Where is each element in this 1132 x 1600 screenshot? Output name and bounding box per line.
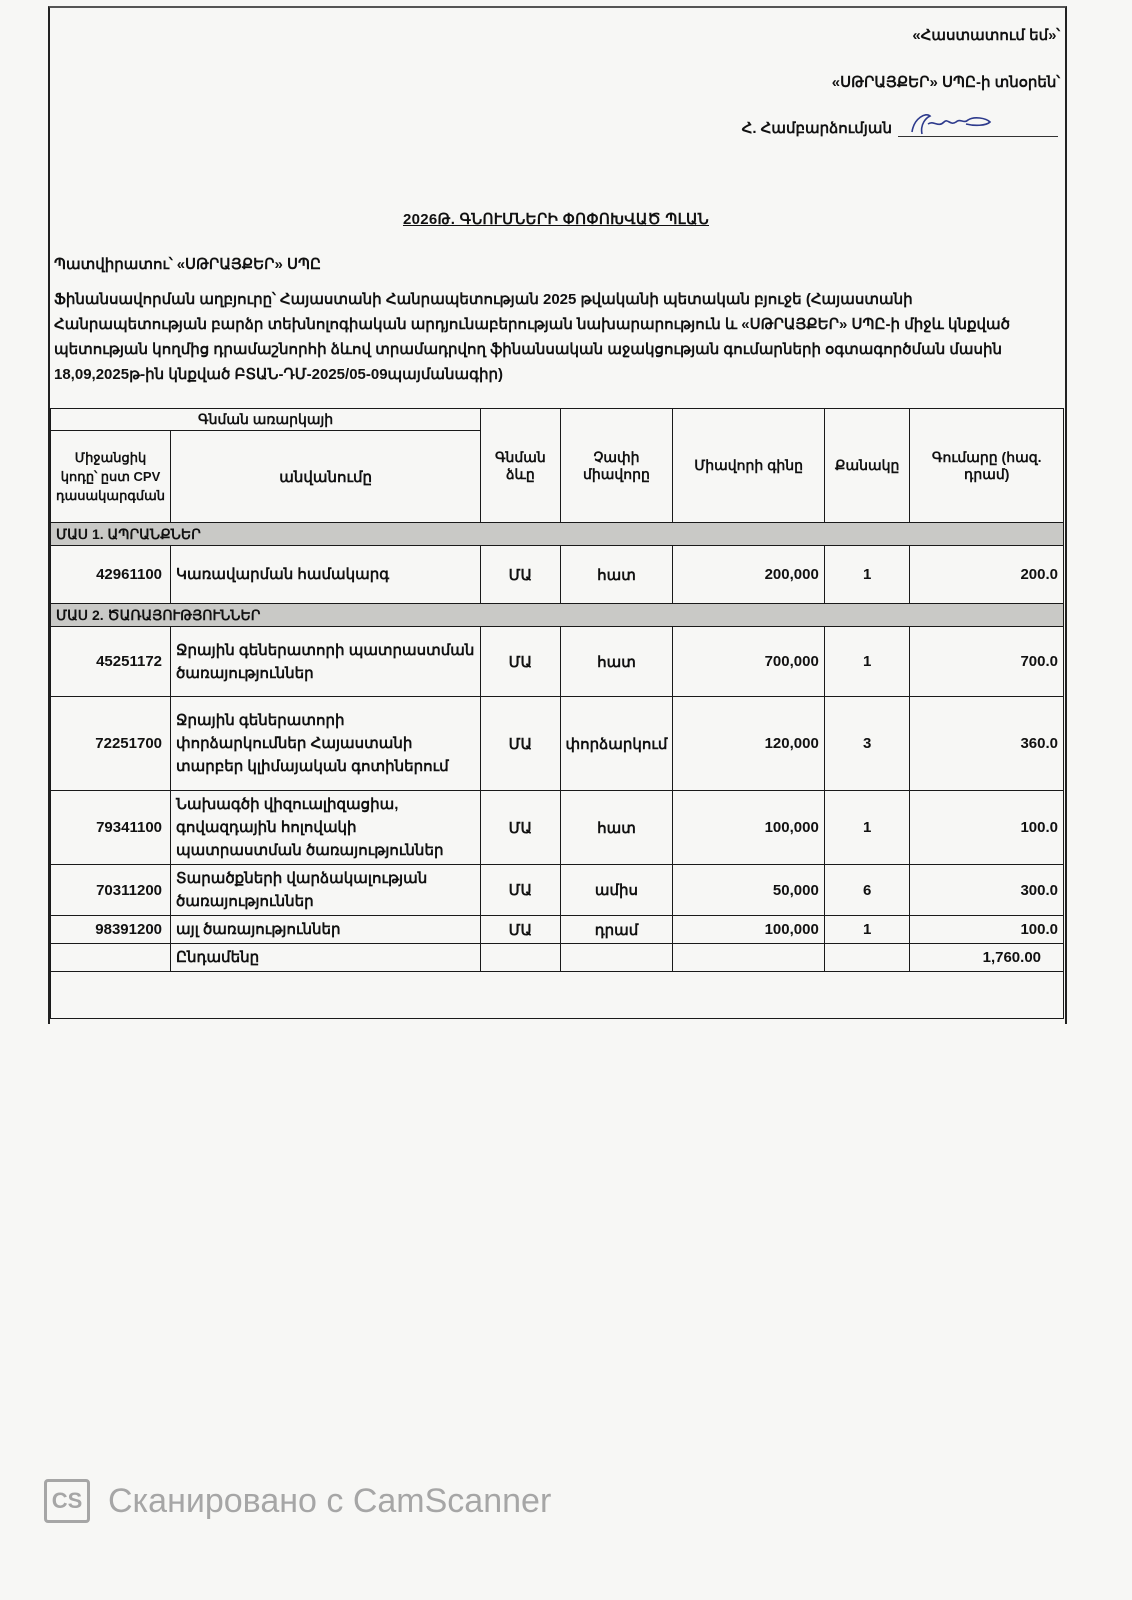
cell-unit-price: 100,000 <box>673 916 824 944</box>
cell-unit-price: 700,000 <box>673 627 824 697</box>
total-row <box>51 944 1064 972</box>
watermark-text: Сканировано с CamScanner <box>108 1481 552 1520</box>
signature-icon <box>904 110 994 138</box>
cell-unit-price: 50,000 <box>673 865 824 916</box>
table-row <box>51 546 1064 604</box>
cell-unit-price: 200,000 <box>673 546 824 604</box>
cell-quantity: 1 <box>824 916 910 944</box>
cell-method: ՄԱ <box>481 791 560 865</box>
cell-unit: հատ <box>560 546 673 604</box>
cell-unit: հատ <box>560 791 673 865</box>
procurement-plan-table <box>50 408 1064 1019</box>
cell-amount: 360.0 <box>910 697 1064 791</box>
header-subject-group: Գնման առարկայի <box>51 409 481 431</box>
header-quantity: Քանակը <box>824 409 910 523</box>
cell-amount: 100.0 <box>910 791 1064 865</box>
total-label: Ընդամենը <box>171 944 481 972</box>
cell-method: ՄԱ <box>481 546 560 604</box>
funding-source: Ֆինանսավորման աղբյուրը՝ Հայաստանի Հանրապետության 2025 թվականի պետական բյուջե (Հայաստանի Հանրապետության բարձր տեխնոլոգիական արդյունաբերության նախարարություն և «ՍԹՐԱՅՔԵՐ» ՍՊԸ-ի միջև կնքված պետության կողմից դրամաշնորհի ձևով տրամադրվող ֆինանսական աջակցության գումարների օգտագործման մասին 18,09,2025թ-ին կնքված ԲՏԱՆ-ԴՄ-2025/05-09պայմանագիր) <box>54 291 1010 383</box>
cell-quantity: 1 <box>824 546 910 604</box>
camscanner-watermark <box>44 1479 551 1523</box>
cell-quantity: 3 <box>824 697 910 791</box>
cell-quantity: 1 <box>824 791 910 865</box>
cell-name: Նախագծի վիզուալիզացիա, գովազդային հոլովակի պատրաստման ծառայություններ <box>171 791 481 865</box>
cell-amount: 100.0 <box>910 916 1064 944</box>
cell-cpv: 79341100 <box>51 791 171 865</box>
cell-method: ՄԱ <box>481 627 560 697</box>
total-amount: 1,760.00 <box>910 944 1064 972</box>
cell-method: ՄԱ <box>481 865 560 916</box>
cell-quantity: 1 <box>824 627 910 697</box>
cell-amount: 700.0 <box>910 627 1064 697</box>
table-row <box>51 791 1064 865</box>
table-row <box>51 865 1064 916</box>
table-row <box>51 916 1064 944</box>
cell-cpv: 98391200 <box>51 916 171 944</box>
cell-unit: փորձարկում <box>560 697 673 791</box>
cell-amount: 200.0 <box>910 546 1064 604</box>
cell-cpv: 72251700 <box>51 697 171 791</box>
header-unit-price: Միավորի գինը <box>673 409 824 523</box>
cell-name: Ջրային գեներատորի փորձարկումներ Հայաստանի տարբեր կլիմայական գոտիներում <box>171 697 481 791</box>
cell-cpv: 45251172 <box>51 627 171 697</box>
header-amount: Գումարը (հազ. դրամ) <box>910 409 1064 523</box>
signature-block <box>742 116 1058 137</box>
cell-method: ՄԱ <box>481 916 560 944</box>
approval-label: «Հաստատում եմ»՝ <box>912 27 1060 44</box>
signer-name: Հ. Համբարձումյան <box>741 120 892 137</box>
section-title: ՄԱՍ 2. ԾԱՌԱՅՈՒԹՅՈՒՆՆԵՐ <box>51 604 1064 627</box>
cell-name: Տարածքների վարձակալության ծառայություններ <box>171 865 481 916</box>
customer-line: Պատվիրատու՝ «ՍԹՐԱՅՔԵՐ» ՍՊԸ <box>54 256 321 273</box>
cell-name: Ջրային գեներատորի պատրաստման ծառայություններ <box>171 627 481 697</box>
section-row <box>51 604 1064 627</box>
table-row <box>51 627 1064 697</box>
cell-unit-price: 100,000 <box>673 791 824 865</box>
cell-cpv: 42961100 <box>51 546 171 604</box>
director-label: «ՍԹՐԱՅՔԵՐ» ՍՊԸ-ի տնօրեն՝ <box>831 74 1060 91</box>
cell-unit-price: 120,000 <box>673 697 824 791</box>
header-name: անվանումը <box>171 431 481 523</box>
signature-line <box>898 116 1058 137</box>
cell-unit: դրամ <box>560 916 673 944</box>
section-row <box>51 523 1064 546</box>
header-method: Գնման ձևը <box>481 409 560 523</box>
cell-method: ՄԱ <box>481 697 560 791</box>
header-unit: Չափի միավորը <box>560 409 673 523</box>
cell-unit: ամիս <box>560 865 673 916</box>
cell-name: այլ ծառայություններ <box>171 916 481 944</box>
cell-amount: 300.0 <box>910 865 1064 916</box>
section-title: ՄԱՍ 1. ԱՊՐԱՆՔՆԵՐ <box>51 523 1064 546</box>
cell-unit: հատ <box>560 627 673 697</box>
cell-quantity: 6 <box>824 865 910 916</box>
empty-tail-row <box>51 972 1064 1019</box>
header-cpv: Միջանցիկ կոդը՝ ըստ CPV դասակարգման <box>51 431 171 523</box>
document-title: 2026Թ. ԳՆՈՒՄՆԵՐԻ ՓՈՓՈԽՎԱԾ ՊԼԱՆ <box>402 211 710 228</box>
table-row <box>51 697 1064 791</box>
cell-cpv: 70311200 <box>51 865 171 916</box>
cell-name: Կառավարման համակարգ <box>171 546 481 604</box>
camscanner-logo-icon: CS <box>44 1479 90 1523</box>
